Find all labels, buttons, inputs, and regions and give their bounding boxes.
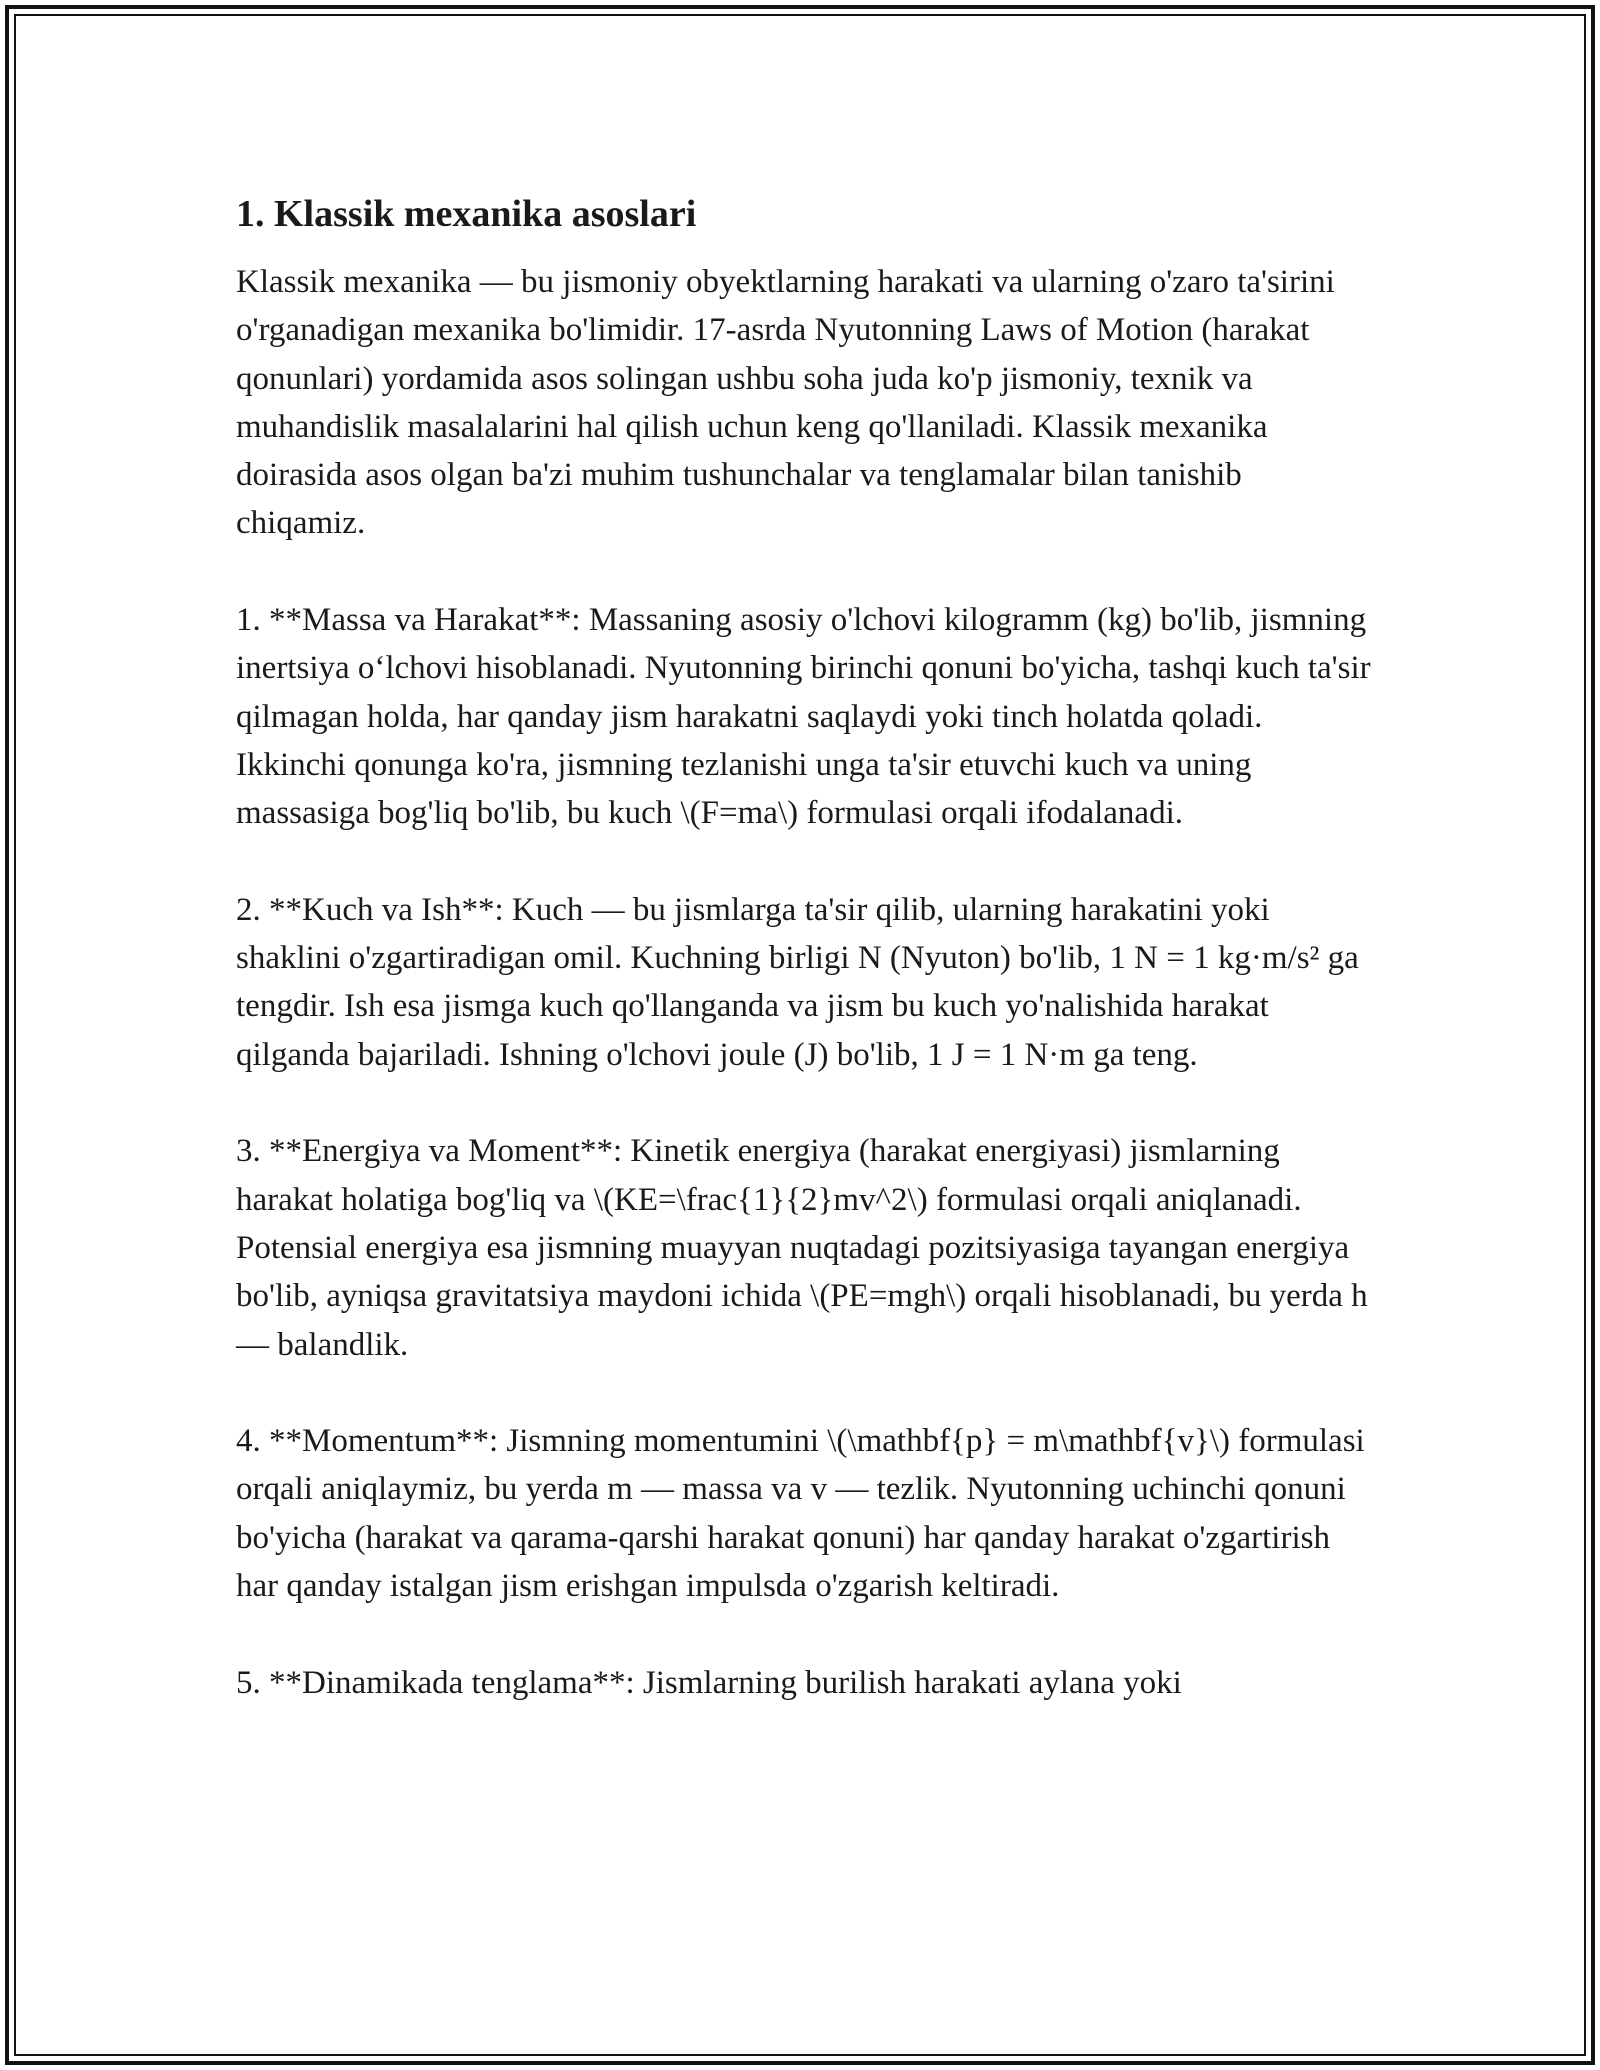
paragraph-momentum: 4. **Momentum**: Jismning momentumini \(\mathbf{p} = m\mathbf{v}\) formulasi orqali aniqlaymiz, bu yerda m — massa va v — tezlik. Nyutonning uchinchi qonuni bo'yicha (harakat va qarama-qarshi harakat qonuni) har qanday harakat o'zgartirish har qanday istalgan jism erishgan impulsda o'zgarish keltiradi. — [236, 1423, 1365, 1605]
paragraph-kuch-va-ish: 2. **Kuch va Ish**: Kuch — bu jismlarga ta'sir qilib, ularning harakatini yoki shaklini o'zgartiradigan omil. Kuchning birligi N (Nyuton) bo'lib, 1 N = 1 kg·m/s² ga tengdir. Ish esa jismga kuch qo'llanganda va jism bu kuch yo'nalishida harakat qilganda bajariladi. Ishning o'lchovi joule (J) bo'lib, 1 J = 1 N·m ga teng. — [236, 891, 1359, 1073]
document-body — [236, 186, 1372, 1755]
section-heading: 1. Klassik mexanika asoslari — [236, 193, 697, 235]
paragraph-energiya-va-moment: 3. **Energiya va Moment**: Kinetik energiya (harakat energiyasi) jismlarning harakat holatiga bog'liq va \(KE=\frac{1}{2}mv^2\) formulasi orqali aniqlanadi. Potensial energiya esa jismning muayyan nuqtadagi pozitsiyasiga tayangan energiya bo'lib, ayniqsa gravitatsiya maydoni ichida \(PE=mgh\) orqali hisoblanadi, bu yerda h — balandlik. — [236, 1133, 1368, 1363]
paragraph-dinamika: 5. **Dinamikada tenglama**: Jismlarning burilish harakati aylana yoki — [236, 1664, 1182, 1701]
paragraph-massa-va-harakat: 1. **Massa va Harakat**: Massaning asosiy o'lchovi kilogramm (kg) bo'lib, jismning inertsiya o‘lchovi hisoblanadi. Nyutonning birinchi qonuni bo'yicha, tashqi kuch ta'sir qilmagan holda, har qanday jism harakatni saqlaydi yoki tinch holatda qoladi. Ikkinchi qonunga ko'ra, jismning tezlanishi unga ta'sir etuvchi kuch va uning massasiga bog'liq bo'lib, bu kuch \(F=ma\) formulasi orqali ifodalanadi. — [236, 602, 1371, 832]
paragraph-intro: Klassik mexanika — bu jismoniy obyektlarning harakati va ularning o'zaro ta'sirini o'rganadigan mexanika bo'limidir. 17-asrda Nyutonning Laws of Motion (harakat qonunlari) yordamida asos solingan ushbu soha juda ko'p jismoniy, texnik va muhandislik masalalarini hal qilish uchun keng qo'llaniladi. Klassik mexanika doirasida asos olgan ba'zi muhim tushunchalar va tenglamalar bilan tanishib chiqamiz. — [236, 264, 1335, 542]
